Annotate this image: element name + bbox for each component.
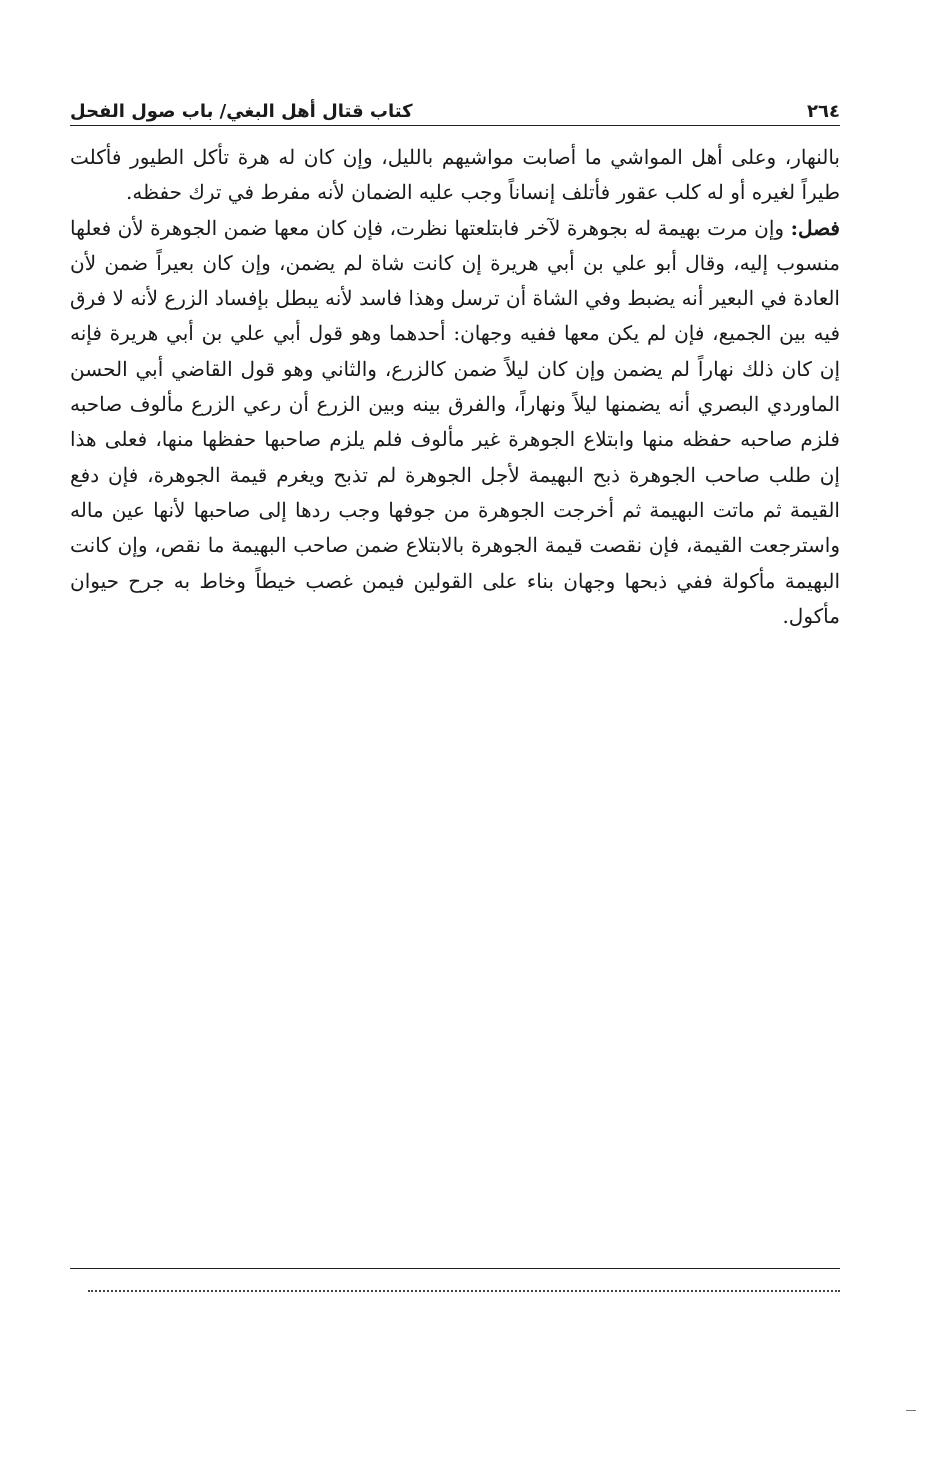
page-header: [70, 86, 840, 122]
section-label-fasl: فصل:: [790, 215, 840, 240]
footnote-rule: [70, 1268, 840, 1269]
footnote-dotted-line: [88, 1290, 840, 1292]
running-title: كتاب قتال أهل البغي/ باب صول الفحل: [70, 101, 413, 122]
page-number: ٢٦٤: [807, 101, 840, 122]
header-rule: [70, 125, 840, 126]
paragraph-2: [70, 211, 840, 635]
paragraph-1: بالنهار، وعلى أهل المواشي ما أصابت مواشيهم بالليل، وإن كان له هرة تأكل الطيور فأكلت طيراً لغيره أو له كلب عقور فأتلف إنساناً وجب عليه الضمان لأنه مفرط في ترك حفظه.: [70, 145, 840, 205]
main-text: [70, 140, 840, 634]
paragraph-2-text: وإن مرت بهيمة له بجوهرة لآخر فابتلعتها نظرت، فإن كان معها ضمن الجوهرة لأن فعلها منسوب إليه، وقال أبو علي بن أبي هريرة إن كانت شاة لم يضمن، وإن كان بعيراً ضمن لأن العادة في البعير أنه يضبط وفي الشاة أن ترسل وهذا فاسد لأنه يبطل بإفساد الزرع لأنه لا فرق فيه بين الجميع، فإن لم يكن معها ففيه وجهان: أحدهما وهو قول أبي علي بن أبي هريرة فإنه إن كان ذلك نهاراً لم يضمن وإن كان ليلاً ضمن كالزرع، والثاني وهو قول القاضي أبي الحسن الماوردي البصري أنه يضمنها ليلاً ونهاراً، والفرق بينه وبين الزرع أن رعي الزرع مألوف صاحبه فلزم صاحبه حفظه منها وابتلاع الجوهرة غير مألوف فلم يلزم صاحبها حفظها منها، فعلى هذا إن طلب صاحب الجوهرة ذبح البهيمة لأجل الجوهرة لم تذبح ويغرم قيمة الجوهرة، فإن دفع القيمة ثم ماتت البهيمة ثم أخرجت الجوهرة من جوفها وجب ردها إلى صاحبها لأنها عين ماله واسترجعت القيمة، فإن نقصت قيمة الجوهرة بالابتلاع ضمن صاحب البهيمة ما نقص، وإن كانت البهيمة مأكولة ففي ذبحها وجهان بناء على القولين فيمن غصب خيطاً وخاط به جرح حيوان مأكول.: [70, 215, 841, 628]
scan-speck: [906, 1410, 916, 1411]
